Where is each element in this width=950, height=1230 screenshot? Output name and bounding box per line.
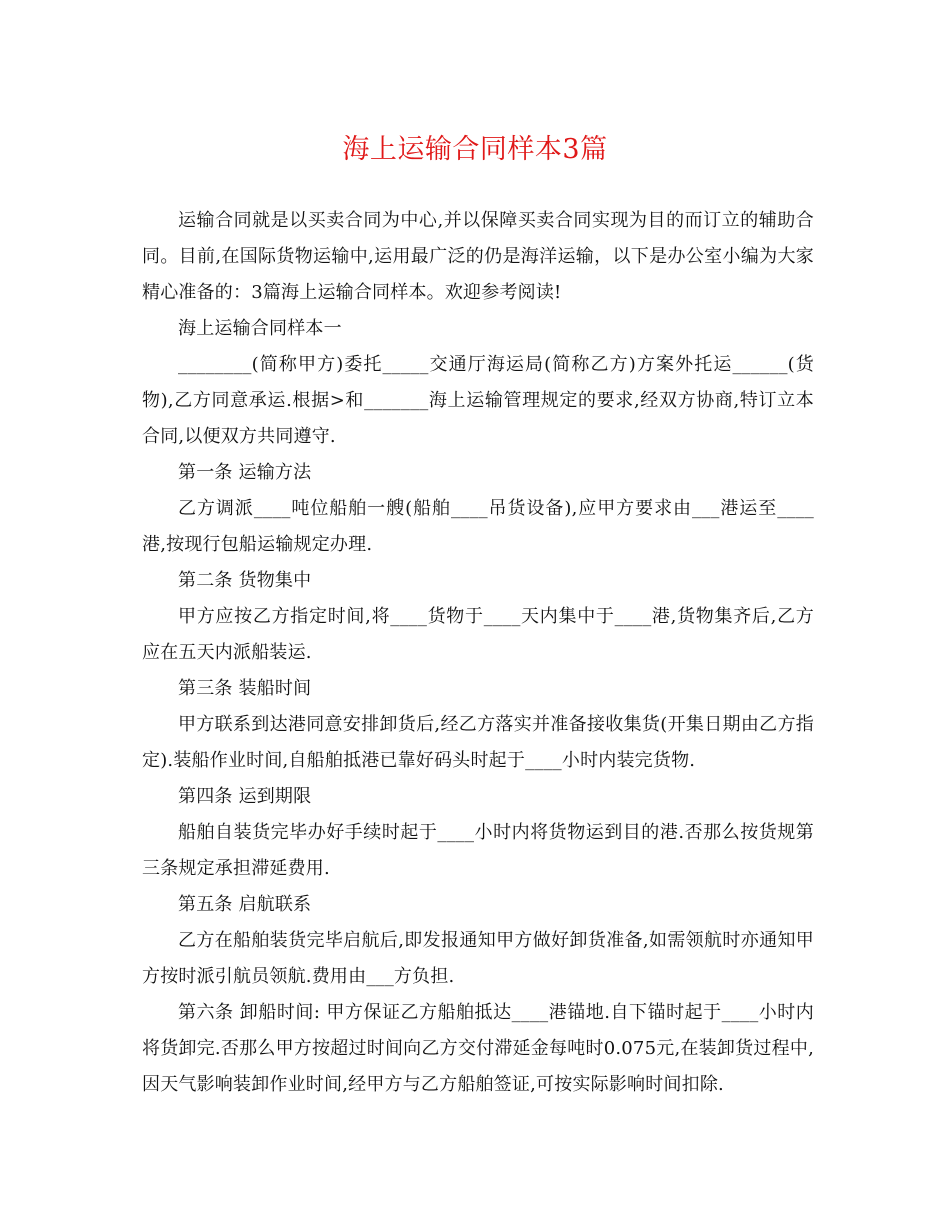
preamble-paragraph: ________(简称甲方)委托_____交通厅海运局(简称乙方)方案外托运______(货物),乙方同意承运.根据>和_______海上运输管理规定的要求,经双方协商,特订立本合同,以便双方共同遵守.: [142, 354, 814, 447]
article-body: 第六条 卸船时间: 甲方保证乙方船舶抵达____港锚地.自下锚时起于____小时内将货卸完.否那么甲方按超过时间向乙方交付滞延金每吨时0.075元,在装卸货过程中,因天气影响装卸作业时间,经甲方与乙方船舶签证,可按实际影响时间扣除.: [142, 1002, 814, 1095]
article-body: 船舶自装货完毕办好手续时起于____小时内将货物运到目的港.否那么按货规第三条规定承担滞延费用.: [142, 822, 814, 879]
sample-heading: 海上运输合同样本一: [178, 318, 342, 339]
document-title: 海上运输合同样本3篇: [342, 134, 608, 165]
article-heading: 第四条 运到期限: [178, 786, 312, 807]
document-body: [142, 203, 814, 1103]
article-heading: 第二条 货物集中: [178, 570, 312, 591]
article-body: 甲方联系到达港同意安排卸货后,经乙方落实并准备接收集货(开集日期由乙方指定).装船作业时间,自船舶抵港已靠好码头时起于____小时内装完货物.: [142, 714, 814, 771]
article-body: 乙方在船舶装货完毕启航后,即发报通知甲方做好卸货准备,如需领航时亦通知甲方按时派引航员领航.费用由___方负担.: [142, 930, 814, 987]
intro-paragraph: 运输合同就是以买卖合同为中心,并以保障买卖合同实现为目的而订立的辅助合同。目前,在国际货物运输中,运用最广泛的仍是海洋运输，以下是办公室小编为大家精心准备的：3篇海上运输合同样本。欢迎参考阅读!: [142, 210, 814, 303]
article-heading: 第三条 装船时间: [178, 678, 312, 699]
article-body: 乙方调派____吨位船舶一艘(船舶____吊货设备),应甲方要求由___港运至____港,按现行包船运输规定办理.: [142, 498, 814, 555]
article-heading: 第五条 启航联系: [178, 894, 312, 915]
article-heading: 第一条 运输方法: [178, 462, 312, 483]
article-body: 甲方应按乙方指定时间,将____货物于____天内集中于____港,货物集齐后,乙方应在五天内派船装运.: [142, 606, 814, 663]
